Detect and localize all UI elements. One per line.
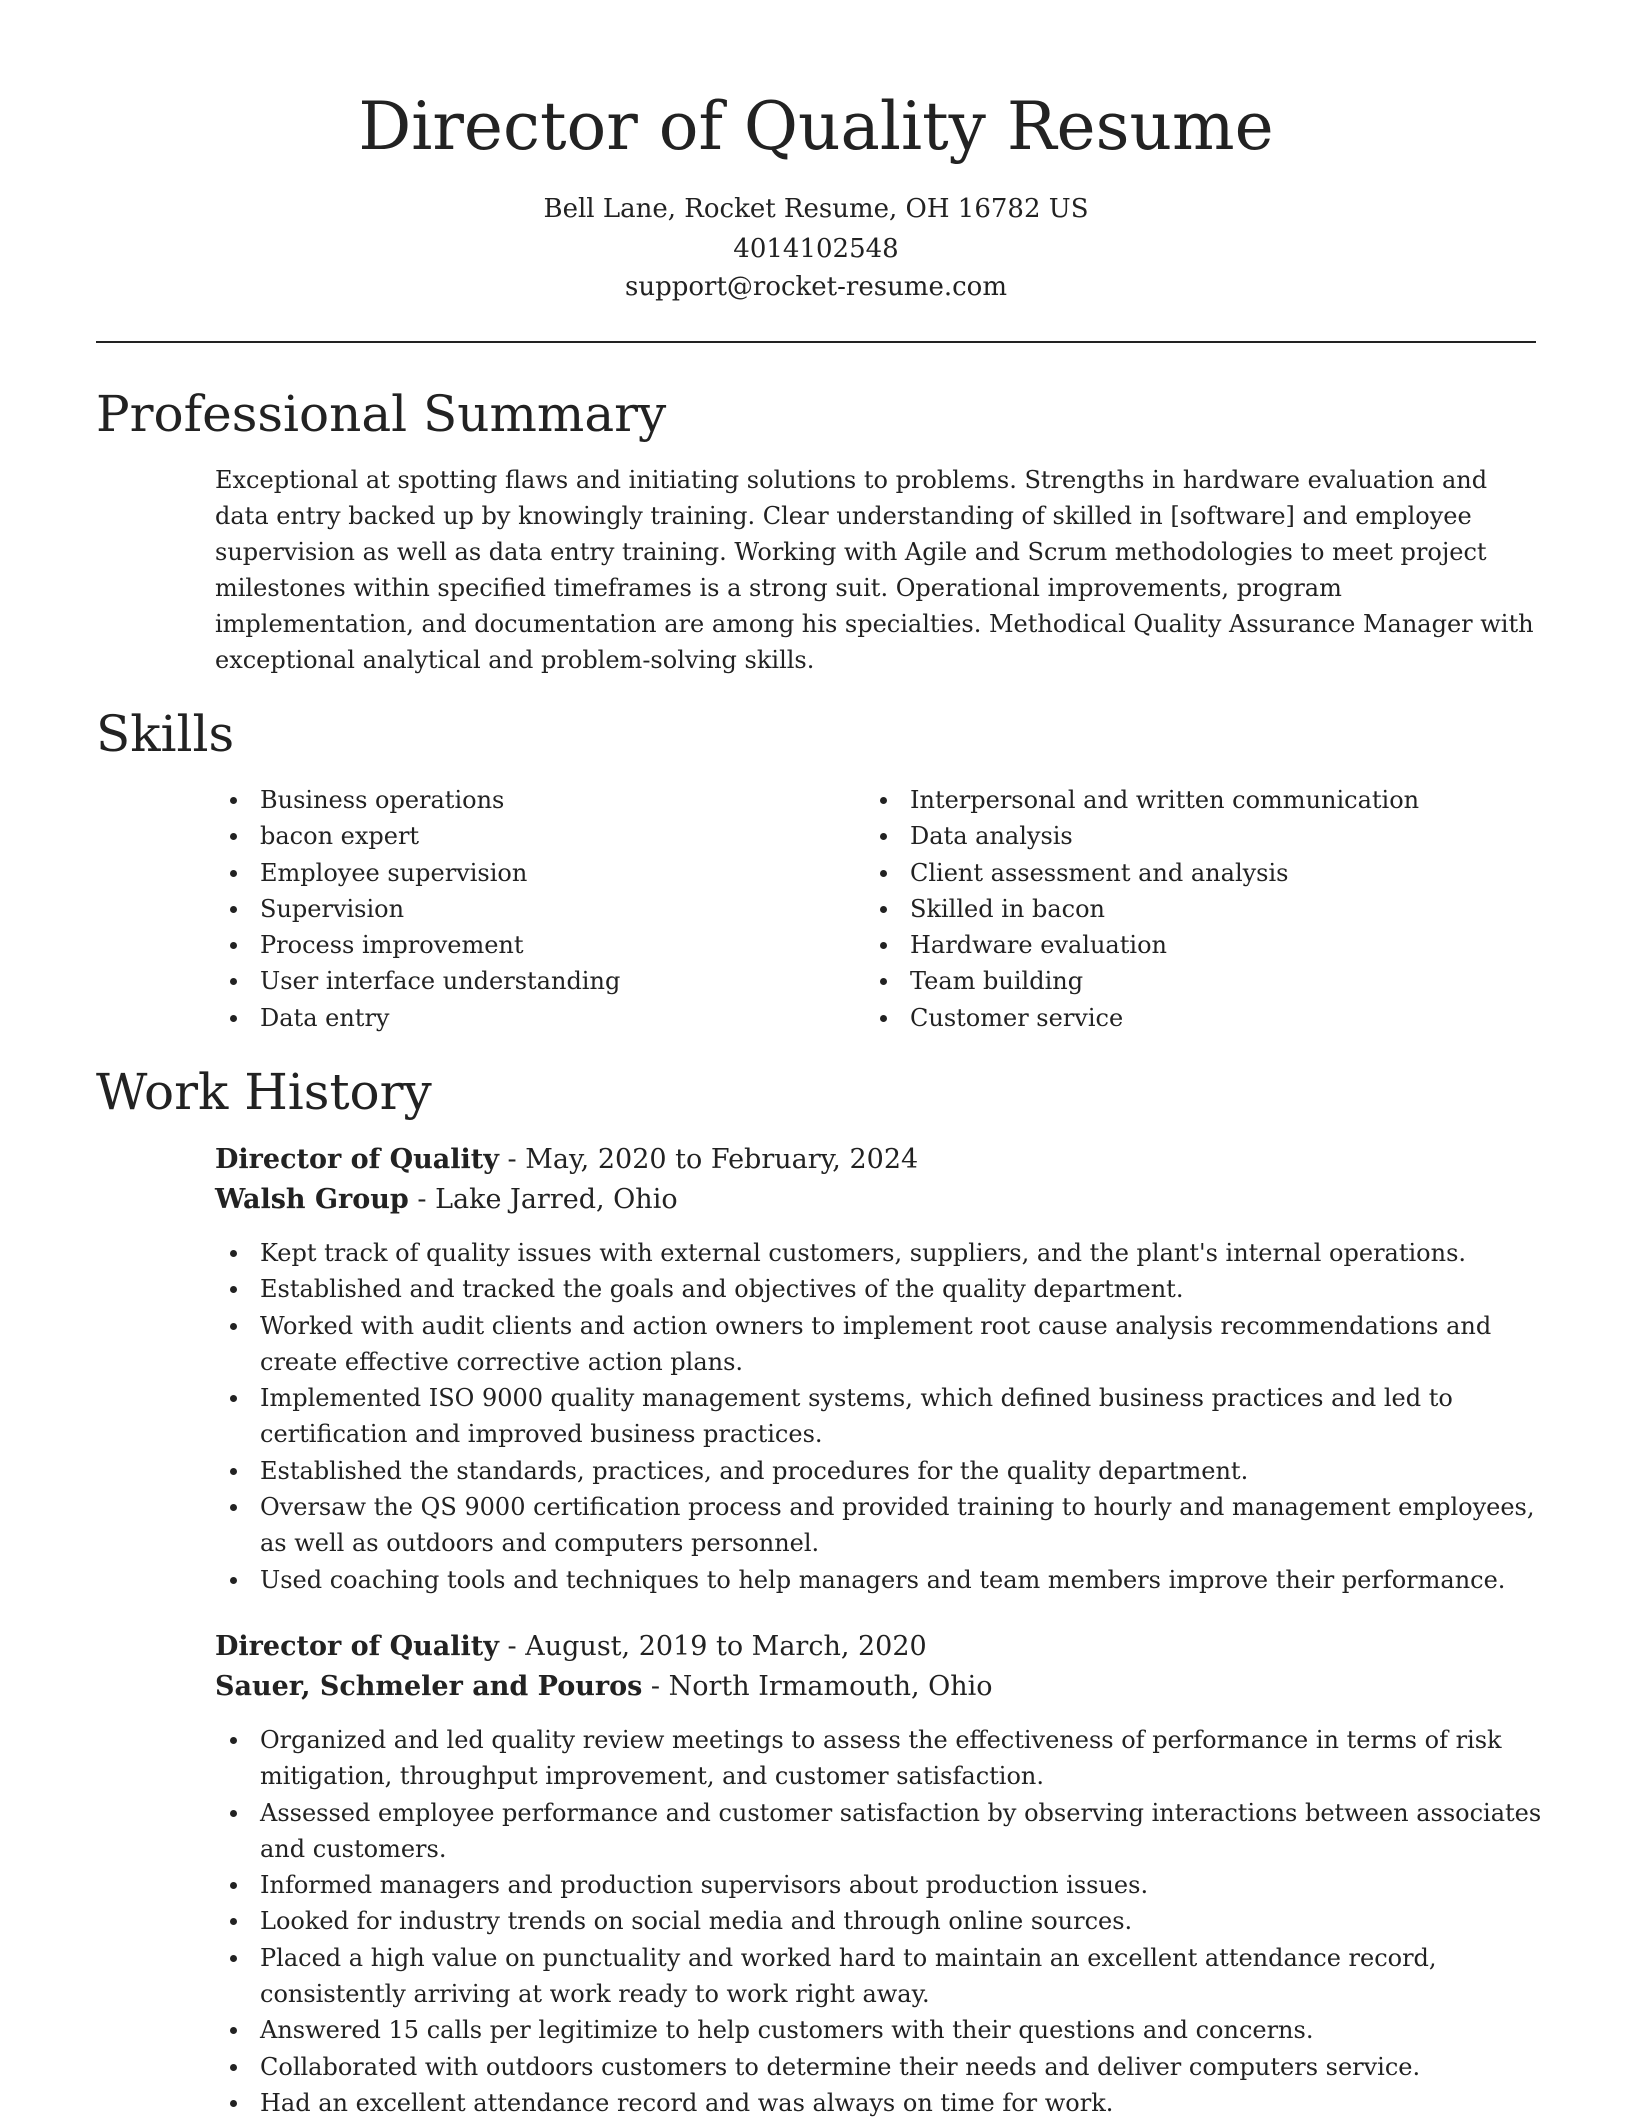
job-duties-list — [215, 1235, 1545, 1598]
skill-item: Client assessment and analysis — [865, 855, 1485, 891]
job-dates: May, 2020 to February, 2024 — [525, 1144, 919, 1175]
skill-item: Data entry — [215, 1000, 835, 1036]
duty-item: Established and tracked the goals and objectives of the quality department. — [215, 1271, 1545, 1307]
skills-list-right — [865, 782, 1485, 1036]
header-divider — [96, 341, 1536, 343]
duty-item: Assessed employee performance and customer satisfaction by observing interactions between associates and customers. — [215, 1795, 1545, 1868]
duty-item: Placed a high value on punctuality and worked hard to maintain an excellent attendance record, consistently arriving at work ready to work right away. — [215, 1940, 1545, 2013]
duty-item: Collaborated with outdoors customers to determine their needs and deliver computers service. — [215, 2049, 1545, 2085]
duty-item: Established the standards, practices, and procedures for the quality department. — [215, 1453, 1545, 1489]
job-title: Director of Quality — [215, 1631, 499, 1662]
duty-item: Implemented ISO 9000 quality management systems, which defined business practices and led to certification and improved business practices. — [215, 1380, 1545, 1453]
duty-item: Informed managers and production supervisors about production issues. — [215, 1867, 1545, 1903]
skills-list-left — [215, 782, 835, 1036]
skill-item: Hardware evaluation — [865, 927, 1485, 963]
skills-heading: Skills — [96, 705, 235, 763]
contact-address: Bell Lane, Rocket Resume, OH 16782 US — [543, 194, 1089, 224]
contact-phone: 4014102548 — [733, 234, 899, 264]
skill-item: Skilled in bacon — [865, 891, 1485, 927]
duty-item: Answered 15 calls per legitimize to help customers with their questions and concerns. — [215, 2012, 1545, 2048]
skill-item: Business operations — [215, 782, 835, 818]
skill-item: Interpersonal and written communication — [865, 782, 1485, 818]
skill-item: Team building — [865, 963, 1485, 999]
job-title: Director of Quality — [215, 1144, 499, 1175]
duty-item: Worked with audit clients and action owners to implement root cause analysis recommendations and create effective corrective action plans. — [215, 1308, 1545, 1381]
skill-item: Employee supervision — [215, 855, 835, 891]
job-company: Sauer, Schmeler and Pouros — [215, 1671, 643, 1702]
duty-item: Looked for industry trends on social media and through online sources. — [215, 1903, 1545, 1939]
skill-item: Data analysis — [865, 818, 1485, 854]
job-company-line: Sauer, Schmeler and Pouros - North Irmamouth, Ohio — [215, 1671, 993, 1702]
job-title-line: Director of Quality - August, 2019 to March, 2020 — [215, 1631, 927, 1662]
job-title-line: Director of Quality - May, 2020 to February, 2024 — [215, 1144, 919, 1175]
skill-item: User interface understanding — [215, 963, 835, 999]
duty-item: Organized and led quality review meetings to assess the effectiveness of performance in terms of risk mitigation, throughput improvement, and customer satisfaction. — [215, 1722, 1545, 1795]
job-dates: August, 2019 to March, 2020 — [525, 1631, 927, 1662]
resume-title: Director of Quality Resume — [358, 88, 1274, 165]
skill-item: Customer service — [865, 1000, 1485, 1036]
summary-text: Exceptional at spotting flaws and initiating solutions to problems. Strengths in hardware evaluation and data entry backed up by knowingly training. Clear understanding of skilled in [software] and employee supervision as well as data entry training. Working with Agile and Scrum methodologies to meet project milestones within specified timeframes is a strong suit. Operational improvements, program implementation, and documentation are among his specialties. Methodical Quality Assurance Manager with exceptional analytical and problem-solving skills. — [215, 466, 1534, 674]
job-location: North Irmamouth, Ohio — [668, 1671, 993, 1702]
job-duties-list — [215, 1722, 1545, 2121]
skill-item: Process improvement — [215, 927, 835, 963]
contact-email: support@rocket-resume.com — [624, 272, 1007, 302]
skill-item: Supervision — [215, 891, 835, 927]
job-location: Lake Jarred, Ohio — [435, 1184, 678, 1215]
duty-item: Kept track of quality issues with external customers, suppliers, and the plant's internal operations. — [215, 1235, 1545, 1271]
duty-item: Oversaw the QS 9000 certification process and provided training to hourly and management employees, as well as outdoors and computers personnel. — [215, 1489, 1545, 1562]
job-company-line: Walsh Group - Lake Jarred, Ohio — [215, 1184, 678, 1215]
duty-item: Used coaching tools and techniques to help managers and team members improve their performance. — [215, 1562, 1545, 1598]
skill-item: bacon expert — [215, 818, 835, 854]
duty-item: Had an excellent attendance record and was always on time for work. — [215, 2085, 1545, 2121]
job-company: Walsh Group — [215, 1184, 409, 1215]
work-history-heading: Work History — [96, 1063, 432, 1121]
summary-heading: Professional Summary — [96, 385, 667, 443]
